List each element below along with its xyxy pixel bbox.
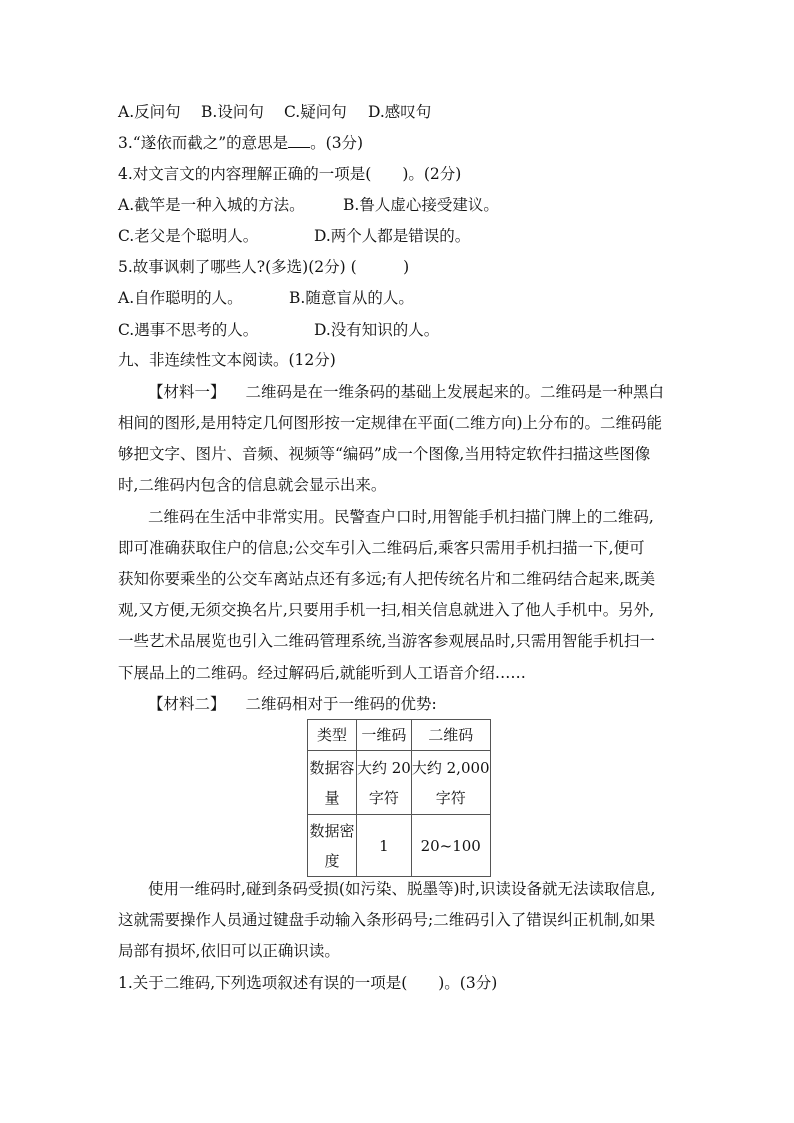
material1-line-3: 够把文字、图片、音频、视频等“编码”成一个图像,当用特定软件扫描这些图像 [118,445,651,463]
table-cell: 大约 2,000 字符 [411,751,490,815]
q5-option-c: C.遇事不思考的人。 [118,321,259,339]
q3-answer-blank[interactable] [288,133,310,148]
q3-stem [118,133,363,153]
material2-line-2: 这就需要操作人员通过键盘手动输入条形码号;二维码引入了错误纠正机制,如果 [118,911,656,929]
comparison-table [307,719,491,877]
q4-option-b: B.鲁人虚心接受建议。 [343,196,499,214]
q4-option-a: A.截竿是一种入城的方法。 [118,196,305,214]
material2-line-3: 局部有损坏,依旧可以正确识读。 [118,942,340,960]
material2-label: 【材料二】 [148,695,226,713]
section9-title: 九、非连续性文本阅读。(12分) [118,351,336,369]
q5-option-d: D.没有知识的人。 [314,321,440,339]
q1-stem: 1.关于二维码,下列选项叙述有误的一项是( )。(3分) [118,974,498,992]
material1-p2-line-1: 二维码在生活中非常实用。民警查户口时,用智能手机扫描门牌上的二维码, [148,508,654,526]
q4-stem: 4.对文言文的内容理解正确的一项是( )。(2分) [118,165,462,183]
material1-p2-line-5: 一些艺术品展览也引入二维码管理系统,当游客参观展品时,只需用智能手机扫一 [118,632,655,650]
table-header-cell: 一维码 [357,720,412,751]
table-cell: 20~100 [411,815,490,877]
q2-option-a: A.反问句 [118,103,181,121]
q2-option-d: D.感叹句 [368,103,432,121]
table-row [308,815,491,877]
material1-line-4: 时,二维码内包含的信息就会显示出来。 [118,476,387,494]
table-header-cell: 类型 [308,720,357,751]
q5-stem: 5.故事讽刺了哪些人?(多选)(2分) ( ) [118,258,410,276]
material1-line-1: 【材料一】 二维码是在一维条码的基础上发展起来的。二维码是一种黑白 [148,383,665,401]
material1-p2-line-3: 获知你要乘坐的公交车离站点还有多远;有人把传统名片和二维码结合起来,既美 [118,570,656,588]
q4-option-c: C.老父是个聪明人。 [118,227,259,245]
material1-p2-line-2: 即可准确获取住户的信息;公交车引入二维码后,乘客只需用手机扫描一下,便可 [118,539,645,557]
q3-text-after: 。(3分) [310,134,364,152]
q2-options [118,102,431,122]
q5-options-row1 [118,288,414,308]
material2-line-1: 使用一维码时,碰到条码受损(如污染、脱墨等)时,识读设备就无法读取信息, [148,880,656,898]
material1-p2-line-4: 观,又方便,无须交换名片,只要用手机一扫,相关信息就进入了他人手机中。另外, [118,601,655,619]
table-cell: 数据容 量 [308,751,357,815]
q5-option-b: B.随意盲从的人。 [289,289,414,307]
material1-p2-line-6: 下展品上的二维码。经过解码后,就能听到人工语音介绍…… [118,664,526,682]
table-cell: 大约 20 字符 [357,751,412,815]
q5-option-a: A.自作聪明的人。 [118,289,243,307]
table-cell: 1 [357,815,412,877]
table-cell: 数据密 度 [308,815,357,877]
q4-options-row1 [118,195,499,215]
material1-line-2: 相间的图形,是用特定几何图形按一定规律在平面(二维方向)上分布的。二维码能 [118,414,663,432]
q3-text-before: 3.“遂依而截之”的意思是 [118,134,289,152]
table-header-cell: 二维码 [411,720,490,751]
q4-options-row2 [118,226,470,246]
q2-option-b: B.设问句 [201,103,264,121]
q5-options-row2 [118,320,439,340]
table-header-row [308,720,491,751]
q2-option-c: C.疑问句 [284,103,347,121]
table-row [308,751,491,815]
material1-label: 【材料一】 [148,383,226,401]
q4-option-d: D.两个人都是错误的。 [314,227,471,245]
material2-intro: 【材料二】 二维码相对于一维码的优势: [148,695,437,713]
